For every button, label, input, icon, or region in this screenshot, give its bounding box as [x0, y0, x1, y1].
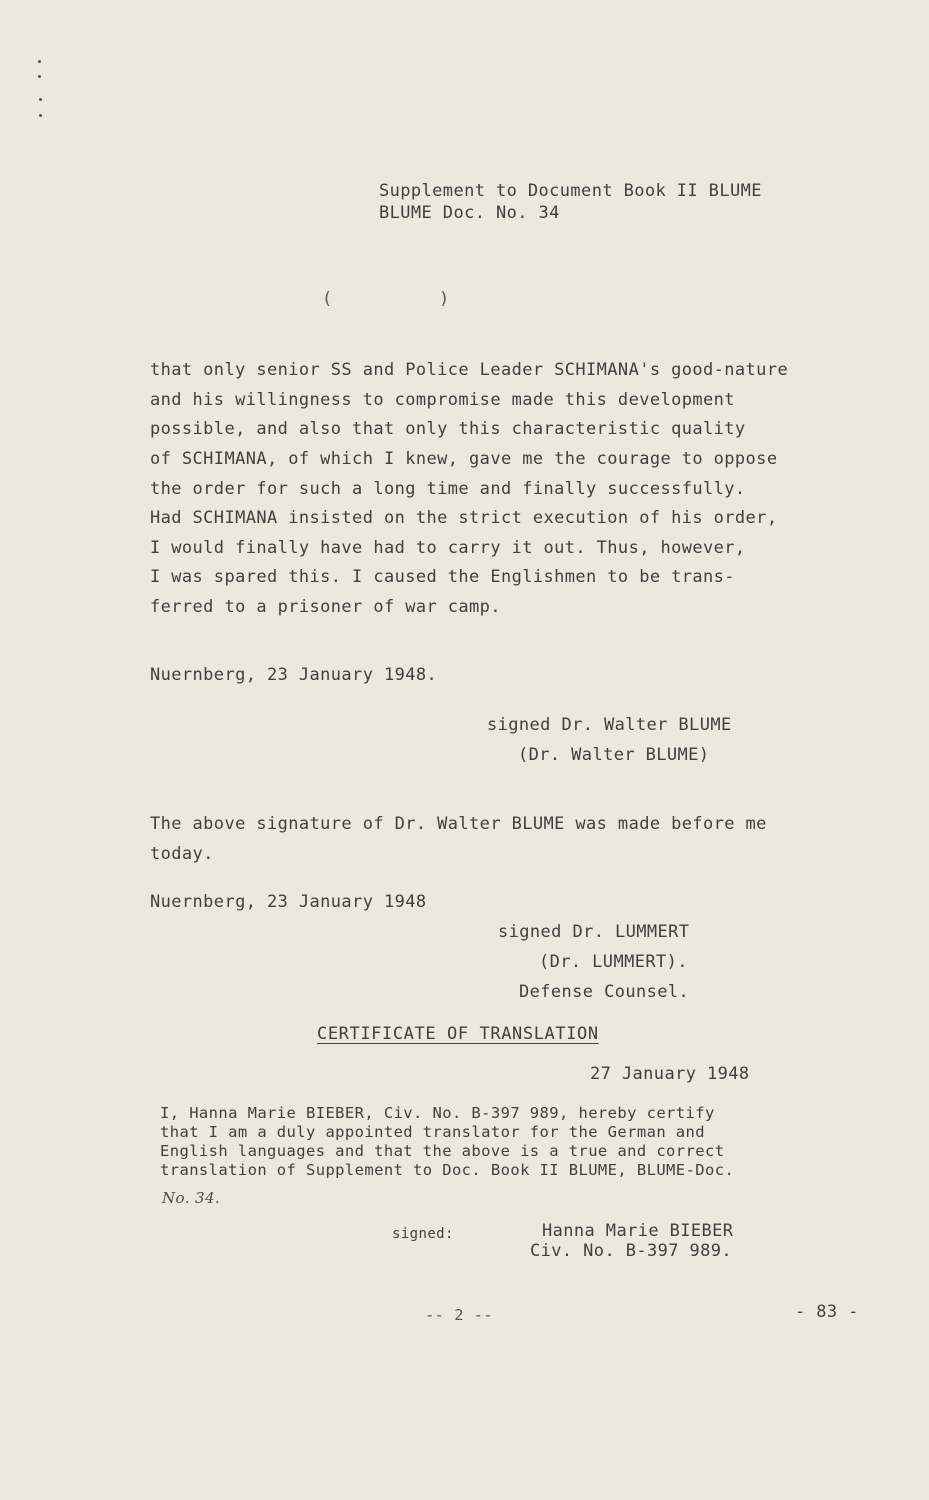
attestation-line: The above signature of Dr. Walter BLUME was made before me	[150, 814, 767, 834]
certificate-title: CERTIFICATE OF TRANSLATION	[317, 1024, 599, 1044]
margin-mark	[38, 60, 41, 63]
omission-parentheses: ( )	[322, 289, 450, 309]
body-line: Had SCHIMANA insisted on the strict execution of his order,	[150, 508, 778, 528]
margin-mark	[39, 114, 42, 117]
body-line: of SCHIMANA, of which I knew, gave me the courage to oppose	[150, 449, 778, 469]
body-line: that only senior SS and Police Leader SCHIMANA's good-nature	[150, 360, 789, 380]
certificate-line: English languages and that the above is a true and correct	[160, 1142, 725, 1160]
body-line: I would finally have had to carry it out. Thus, however,	[150, 538, 746, 558]
header-line-2: BLUME Doc. No. 34	[379, 203, 560, 223]
place-date: Nuernberg, 23 January 1948	[150, 892, 427, 912]
counsel-signed: signed Dr. LUMMERT	[498, 922, 690, 942]
translator-name: Hanna Marie BIEBER	[542, 1221, 734, 1241]
sheet-number: - 83 -	[795, 1302, 859, 1322]
signature-name: (Dr. Walter BLUME)	[518, 745, 710, 765]
certificate-line: that I am a duly appointed translator for the German and	[160, 1123, 705, 1141]
body-line: the order for such a long time and finally successfully.	[150, 479, 746, 499]
attestation-line: today.	[150, 844, 214, 864]
certificate-line: translation of Supplement to Doc. Book II BLUME, BLUME-Doc.	[160, 1161, 735, 1179]
body-line: ferred to a prisoner of war camp.	[150, 597, 501, 617]
page-number: -- 2 --	[425, 1306, 494, 1324]
certificate-line: I, Hanna Marie BIEBER, Civ. No. B-397 989, hereby certify	[160, 1104, 715, 1122]
header-line-1: Supplement to Document Book II BLUME	[379, 181, 762, 201]
translator-civ-number: Civ. No. B-397 989.	[530, 1241, 733, 1261]
body-line: I was spared this. I caused the Englishmen to be trans-	[150, 567, 735, 587]
signature-signed: signed Dr. Walter BLUME	[487, 715, 732, 735]
margin-mark	[39, 98, 42, 101]
counsel-name: (Dr. LUMMERT).	[539, 952, 688, 972]
certificate-signed-label: signed:	[392, 1226, 454, 1242]
place-date: Nuernberg, 23 January 1948.	[150, 665, 438, 685]
body-line: and his willingness to compromise made this development	[150, 390, 735, 410]
certificate-doc-number: No. 34.	[162, 1189, 221, 1207]
counsel-role: Defense Counsel.	[519, 982, 690, 1002]
certificate-date: 27 January 1948	[590, 1064, 750, 1084]
body-line: possible, and also that only this characteristic quality	[150, 419, 746, 439]
margin-mark	[38, 75, 41, 78]
